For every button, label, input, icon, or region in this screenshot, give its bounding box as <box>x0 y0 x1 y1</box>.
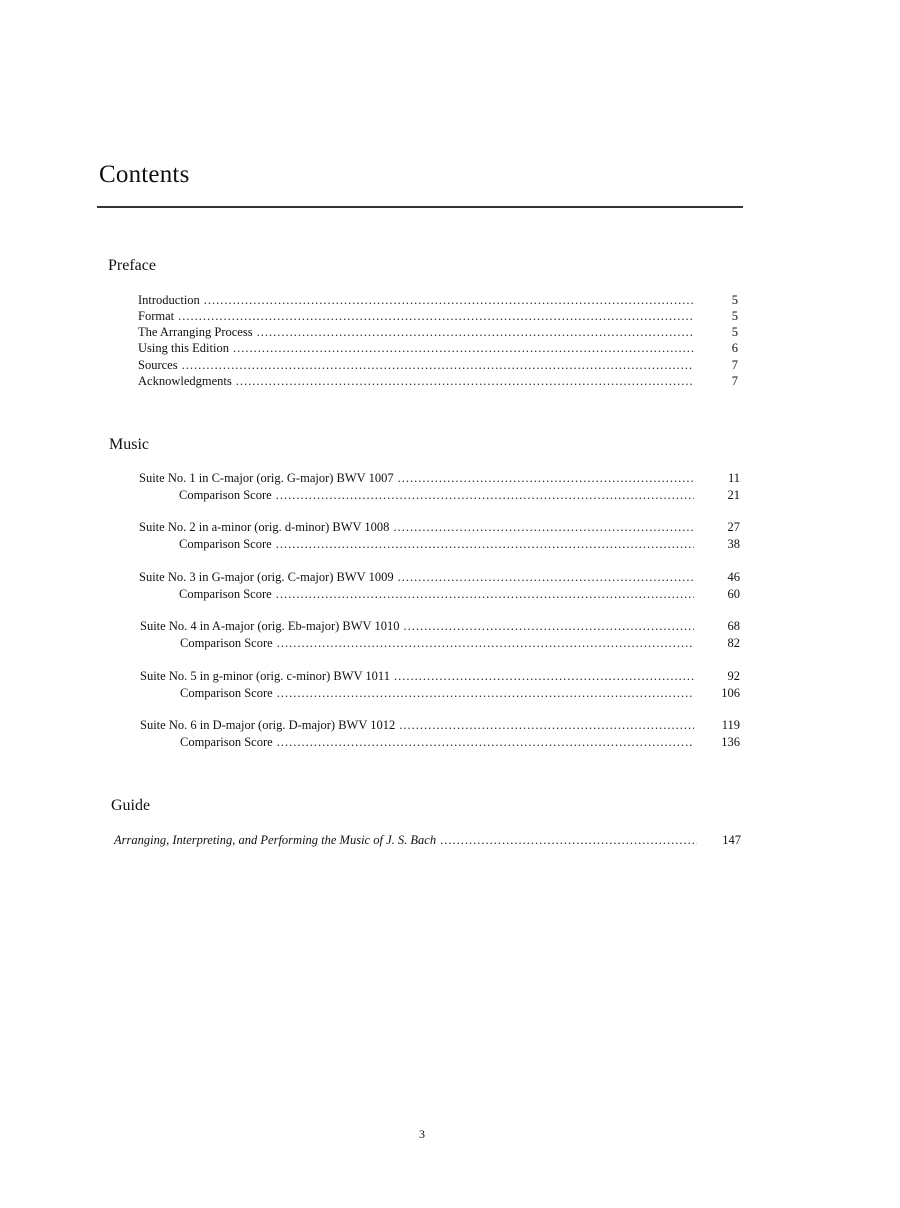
toc-entry-page: 5 <box>731 309 738 323</box>
dot-leader <box>277 734 694 750</box>
toc-entry-page: 11 <box>727 471 740 485</box>
page-title: Contents <box>99 161 190 188</box>
toc-entry-suite-6[interactable] <box>140 717 740 733</box>
dot-leader <box>236 373 694 389</box>
dot-leader <box>277 685 694 701</box>
dot-leader <box>204 292 694 308</box>
toc-entry[interactable] <box>138 373 738 389</box>
toc-entry-page: 7 <box>731 374 738 388</box>
dot-leader <box>276 586 694 602</box>
toc-entry-label: Comparison Score <box>180 735 273 749</box>
dot-leader <box>393 519 694 535</box>
dot-leader <box>276 487 694 503</box>
toc-entry-label: Comparison Score <box>180 686 273 700</box>
toc-entry-label: Introduction <box>138 293 200 307</box>
dot-leader <box>394 668 694 684</box>
toc-entry-label: Comparison Score <box>179 488 272 502</box>
toc-entry-suite-2[interactable] <box>139 519 740 535</box>
toc-entry-suite-5[interactable] <box>140 668 740 684</box>
toc-entry-suite-3[interactable] <box>139 569 740 585</box>
toc-entry-page: 21 <box>727 488 740 502</box>
toc-entry-page: 136 <box>721 735 740 749</box>
toc-entry-label: Suite No. 6 in D-major (orig. D-major) BWV 1012 <box>140 718 396 732</box>
toc-entry-page: 27 <box>727 520 740 534</box>
toc-entry-label: The Arranging Process <box>138 325 253 339</box>
dot-leader <box>398 569 694 585</box>
toc-entry-suite-1[interactable] <box>139 470 740 486</box>
dot-leader <box>182 357 694 373</box>
toc-entry-page: 38 <box>727 537 740 551</box>
dot-leader <box>440 832 697 848</box>
toc-entry-page: 106 <box>721 686 740 700</box>
dot-leader <box>178 308 694 324</box>
toc-entry-label: Suite No. 1 in C-major (orig. G-major) BWV 1007 <box>139 471 394 485</box>
toc-entry-comparison-score[interactable] <box>180 635 740 651</box>
toc-entry-label: Suite No. 3 in G-major (orig. C-major) BWV 1009 <box>139 570 394 584</box>
toc-entry[interactable] <box>138 340 738 356</box>
toc-entry-page: 60 <box>727 587 740 601</box>
toc-entry-guide[interactable] <box>114 832 741 848</box>
toc-entry-comparison-score[interactable] <box>179 586 740 602</box>
toc-entry-label: Format <box>138 309 175 323</box>
toc-entry-page: 147 <box>722 833 741 847</box>
toc-entry-label: Acknowledgments <box>138 374 232 388</box>
toc-entry-comparison-score[interactable] <box>179 536 740 552</box>
toc-entry-label: Comparison Score <box>179 537 272 551</box>
toc-entry-page: 68 <box>727 619 740 633</box>
toc-entry-label: Suite No. 5 in g-minor (orig. c-minor) BWV 1011 <box>140 669 390 683</box>
toc-entry[interactable] <box>138 292 738 308</box>
toc-entry-page: 119 <box>721 718 740 732</box>
dot-leader <box>233 340 694 356</box>
toc-entry-label: Suite No. 4 in A-major (orig. Eb-major) BWV 1010 <box>140 619 400 633</box>
title-rule <box>97 206 743 208</box>
toc-entry-page: 82 <box>727 636 740 650</box>
toc-entry-comparison-score[interactable] <box>180 734 740 750</box>
toc-entry-page: 46 <box>727 570 740 584</box>
dot-leader <box>399 717 694 733</box>
toc-entry-label: Sources <box>138 358 178 372</box>
toc-entry-page: 5 <box>731 325 738 339</box>
dot-leader <box>277 635 694 651</box>
section-heading-guide: Guide <box>111 797 151 814</box>
toc-entry-page: 5 <box>731 293 738 307</box>
dot-leader <box>257 324 694 340</box>
section-heading-preface: Preface <box>108 257 156 274</box>
toc-entry-page: 92 <box>727 669 740 683</box>
toc-entry-comparison-score[interactable] <box>179 487 740 503</box>
dot-leader <box>403 618 694 634</box>
toc-entry-label: Using this Edition <box>138 341 229 355</box>
toc-entry[interactable] <box>138 308 738 324</box>
section-heading-music: Music <box>109 436 149 453</box>
page-number: 3 <box>419 1127 425 1141</box>
toc-entry-comparison-score[interactable] <box>180 685 740 701</box>
dot-leader <box>276 536 694 552</box>
dot-leader <box>398 470 694 486</box>
toc-entry-label: Arranging, Interpreting, and Performing the Music of J. S. Bach <box>114 833 437 847</box>
toc-entry-label: Comparison Score <box>180 636 273 650</box>
toc-entry-page: 6 <box>731 341 738 355</box>
toc-entry-label: Suite No. 2 in a-minor (orig. d-minor) BWV 1008 <box>139 520 390 534</box>
toc-entry-label: Comparison Score <box>179 587 272 601</box>
toc-entry[interactable] <box>138 324 738 340</box>
toc-entry[interactable] <box>138 357 738 373</box>
toc-entry-page: 7 <box>731 358 738 372</box>
toc-entry-suite-4[interactable] <box>140 618 740 634</box>
